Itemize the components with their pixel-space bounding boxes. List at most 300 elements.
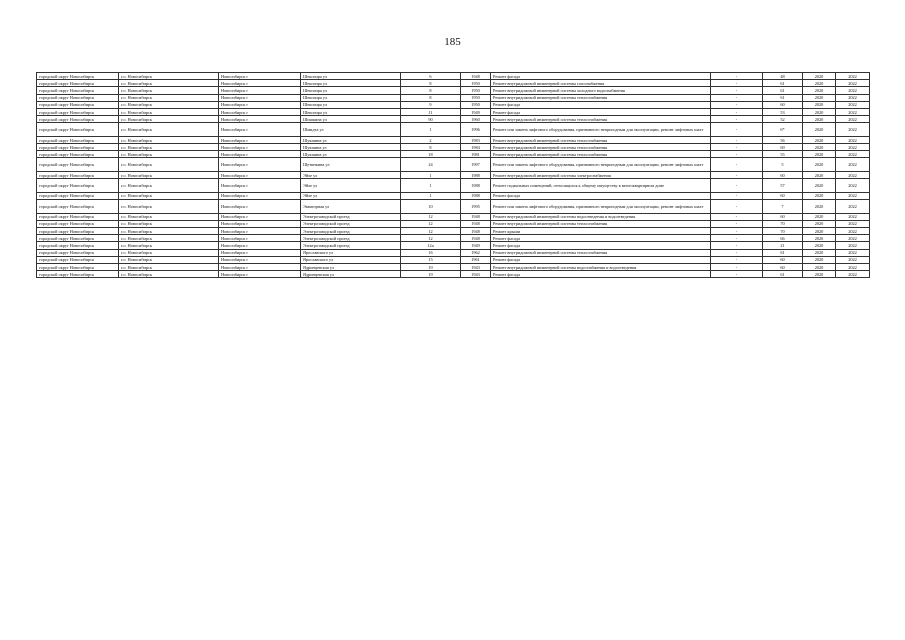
- table-row: [37, 256, 870, 263]
- table-row: [37, 228, 870, 235]
- table-row: [37, 242, 870, 249]
- street-cell: Ярославского ул: [301, 249, 401, 256]
- year-built-cell: 1984: [461, 144, 491, 151]
- municipality-cell: г.о. Новосибирск: [119, 73, 219, 80]
- end-year-cell: 2022: [836, 108, 870, 115]
- district-cell: городской округ Новосибирск: [37, 73, 119, 80]
- work-type-cell: Ремонт внутридомовой инженерной системы теплоснабжения: [491, 249, 711, 256]
- table-row: [37, 220, 870, 227]
- end-year-cell: 2022: [836, 256, 870, 263]
- work-type-cell: Ремонт подвальных помещений, относящихся к общему имуществу в многоквартирном доме: [491, 179, 711, 193]
- estimate-cell: 7: [763, 200, 803, 214]
- work-type-cell: Ремонт внутридомовой инженерной системы теплоснабжения: [491, 136, 711, 143]
- end-year-cell: 2022: [836, 73, 870, 80]
- dash-cell: -: [711, 249, 763, 256]
- year-built-cell: 1988: [461, 172, 491, 179]
- district-cell: городской округ Новосибирск: [37, 158, 119, 172]
- end-year-cell: 2022: [836, 220, 870, 227]
- start-year-cell: 2020: [803, 220, 836, 227]
- page-number: 185: [444, 36, 461, 48]
- year-built-cell: 1988: [461, 192, 491, 199]
- estimate-cell: 61: [763, 249, 803, 256]
- dash-cell: -: [711, 213, 763, 220]
- district-cell: городской округ Новосибирск: [37, 87, 119, 94]
- district-cell: городской округ Новосибирск: [37, 136, 119, 143]
- estimate-cell: 61: [763, 271, 803, 278]
- house-cell: 10: [401, 200, 461, 214]
- work-type-cell: Ремонт или замена лифтового оборудования, признанного непригодным для эксплуатации, ремонт лифтовых шахт: [491, 200, 711, 214]
- repair-schedule-table: [36, 72, 870, 278]
- end-year-cell: 2022: [836, 271, 870, 278]
- house-cell: 16: [401, 249, 461, 256]
- start-year-cell: 2020: [803, 256, 836, 263]
- municipality-cell: г.о. Новосибирск: [119, 228, 219, 235]
- house-cell: 1: [401, 172, 461, 179]
- dash-cell: -: [711, 144, 763, 151]
- district-cell: городской округ Новосибирск: [37, 256, 119, 263]
- house-cell: 9: [401, 101, 461, 108]
- start-year-cell: 2020: [803, 213, 836, 220]
- municipality-cell: г.о. Новосибирск: [119, 242, 219, 249]
- house-cell: 12: [401, 235, 461, 242]
- table-row: [37, 249, 870, 256]
- street-cell: Электрозаводской проезд: [301, 220, 401, 227]
- dash-cell: -: [711, 179, 763, 193]
- district-cell: городской округ Новосибирск: [37, 123, 119, 137]
- start-year-cell: 2020: [803, 235, 836, 242]
- table-row: [37, 200, 870, 214]
- district-cell: городской округ Новосибирск: [37, 179, 119, 193]
- municipality-cell: г.о. Новосибирск: [119, 94, 219, 101]
- municipality-cell: г.о. Новосибирск: [119, 235, 219, 242]
- year-built-cell: 1943: [461, 263, 491, 270]
- start-year-cell: 2020: [803, 172, 836, 179]
- year-built-cell: 1948: [461, 213, 491, 220]
- dash-cell: -: [711, 87, 763, 94]
- street-cell: Шекспира ул: [301, 94, 401, 101]
- start-year-cell: 2020: [803, 228, 836, 235]
- dash-cell: -: [711, 116, 763, 123]
- district-cell: городской округ Новосибирск: [37, 192, 119, 199]
- start-year-cell: 2020: [803, 271, 836, 278]
- work-type-cell: Ремонт фасада: [491, 73, 711, 80]
- house-cell: 6: [401, 73, 461, 80]
- house-cell: 11: [401, 108, 461, 115]
- work-type-cell: Ремонт фасада: [491, 242, 711, 249]
- year-built-cell: 1948: [461, 235, 491, 242]
- district-cell: городской округ Новосибирск: [37, 263, 119, 270]
- district-cell: городской округ Новосибирск: [37, 235, 119, 242]
- district-cell: городской округ Новосибирск: [37, 213, 119, 220]
- dash-cell: -: [711, 158, 763, 172]
- house-cell: 12: [401, 220, 461, 227]
- year-built-cell: 1950: [461, 80, 491, 87]
- start-year-cell: 2020: [803, 108, 836, 115]
- year-built-cell: 1962: [461, 249, 491, 256]
- year-built-cell: 1949: [461, 242, 491, 249]
- start-year-cell: 2020: [803, 144, 836, 151]
- district-cell: городской округ Новосибирск: [37, 249, 119, 256]
- municipality-cell: г.о. Новосибирск: [119, 101, 219, 108]
- table-row: [37, 235, 870, 242]
- city-cell: Новосибирск г: [219, 179, 301, 193]
- street-cell: Шукшина ул: [301, 136, 401, 143]
- dash-cell: -: [711, 192, 763, 199]
- estimate-cell: 6*: [763, 123, 803, 137]
- year-built-cell: 1948: [461, 228, 491, 235]
- house-cell: 24: [401, 158, 461, 172]
- estimate-cell: 48: [763, 73, 803, 80]
- estimate-cell: 56: [763, 136, 803, 143]
- start-year-cell: 2020: [803, 242, 836, 249]
- table-row: [37, 73, 870, 80]
- work-type-cell: Ремонт внутридомовой инженерной системы электроснабжения: [491, 172, 711, 179]
- estimate-cell: 61: [763, 80, 803, 87]
- dash-cell: -: [711, 123, 763, 137]
- start-year-cell: 2020: [803, 263, 836, 270]
- house-cell: 12: [401, 228, 461, 235]
- municipality-cell: г.о. Новосибирск: [119, 192, 219, 199]
- district-cell: городской округ Новосибирск: [37, 101, 119, 108]
- table-row: [37, 179, 870, 193]
- end-year-cell: 2022: [836, 200, 870, 214]
- work-type-cell: Ремонт фасада: [491, 101, 711, 108]
- street-cell: Шукшина ул: [301, 144, 401, 151]
- street-cell: Шишкина ул: [301, 116, 401, 123]
- city-cell: Новосибирск г: [219, 73, 301, 80]
- district-cell: городской округ Новосибирск: [37, 200, 119, 214]
- year-built-cell: 1995: [461, 200, 491, 214]
- city-cell: Новосибирск г: [219, 172, 301, 179]
- work-type-cell: Ремонт внутридомовой инженерной системы газоснабжения: [491, 80, 711, 87]
- start-year-cell: 2020: [803, 151, 836, 158]
- end-year-cell: 2022: [836, 136, 870, 143]
- house-cell: 18: [401, 151, 461, 158]
- dash-cell: -: [711, 94, 763, 101]
- city-cell: Новосибирск г: [219, 108, 301, 115]
- street-cell: Электрозаводской проезд: [301, 228, 401, 235]
- table-row: [37, 263, 870, 270]
- table-row: [37, 108, 870, 115]
- dash-cell: -: [711, 242, 763, 249]
- estimate-cell: 60: [763, 256, 803, 263]
- work-type-cell: Ремонт фасада: [491, 235, 711, 242]
- city-cell: Новосибирск г: [219, 192, 301, 199]
- district-cell: городской округ Новосибирск: [37, 271, 119, 278]
- end-year-cell: 2022: [836, 87, 870, 94]
- municipality-cell: г.о. Новосибирск: [119, 249, 219, 256]
- house-cell: 90: [401, 116, 461, 123]
- municipality-cell: г.о. Новосибирск: [119, 87, 219, 94]
- year-built-cell: 1960: [461, 116, 491, 123]
- start-year-cell: 2020: [803, 87, 836, 94]
- district-cell: городской округ Новосибирск: [37, 116, 119, 123]
- year-built-cell: 1949: [461, 108, 491, 115]
- district-cell: городской округ Новосибирск: [37, 242, 119, 249]
- street-cell: Шекспира ул: [301, 87, 401, 94]
- city-cell: Новосибирск г: [219, 144, 301, 151]
- district-cell: городской округ Новосибирск: [37, 144, 119, 151]
- municipality-cell: г.о. Новосибирск: [119, 123, 219, 137]
- street-cell: Эйхе ул: [301, 179, 401, 193]
- start-year-cell: 2020: [803, 136, 836, 143]
- municipality-cell: г.о. Новосибирск: [119, 144, 219, 151]
- dash-cell: -: [711, 200, 763, 214]
- table-row: [37, 116, 870, 123]
- estimate-cell: 66: [763, 235, 803, 242]
- municipality-cell: г.о. Новосибирск: [119, 158, 219, 172]
- house-cell: 15: [401, 256, 461, 263]
- table-row: [37, 158, 870, 172]
- estimate-cell: 55: [763, 151, 803, 158]
- end-year-cell: 2022: [836, 249, 870, 256]
- estimate-cell: 5: [763, 158, 803, 172]
- end-year-cell: 2022: [836, 179, 870, 193]
- year-built-cell: 1997: [461, 158, 491, 172]
- city-cell: Новосибирск г: [219, 116, 301, 123]
- city-cell: Новосибирск г: [219, 200, 301, 214]
- end-year-cell: 2022: [836, 228, 870, 235]
- start-year-cell: 2020: [803, 158, 836, 172]
- year-built-cell: 1948: [461, 73, 491, 80]
- table-row: [37, 136, 870, 143]
- year-built-cell: 1950: [461, 94, 491, 101]
- end-year-cell: 2022: [836, 101, 870, 108]
- city-cell: Новосибирск г: [219, 271, 301, 278]
- year-built-cell: 1950: [461, 87, 491, 94]
- year-built-cell: 1988: [461, 179, 491, 193]
- municipality-cell: г.о. Новосибирск: [119, 213, 219, 220]
- city-cell: Новосибирск г: [219, 136, 301, 143]
- municipality-cell: г.о. Новосибирск: [119, 151, 219, 158]
- work-type-cell: Ремонт или замена лифтового оборудования, признанного непригодным для эксплуатации, ремонт лифтовых шахт: [491, 158, 711, 172]
- dash-cell: -: [711, 228, 763, 235]
- end-year-cell: 2022: [836, 263, 870, 270]
- street-cell: Шекспира ул: [301, 108, 401, 115]
- house-cell: 8: [401, 80, 461, 87]
- year-built-cell: 1950: [461, 101, 491, 108]
- work-type-cell: Ремонт внутридомовой инженерной системы теплоснабжения: [491, 94, 711, 101]
- city-cell: Новосибирск г: [219, 242, 301, 249]
- year-built-cell: 1983: [461, 136, 491, 143]
- table-row: [37, 172, 870, 179]
- dash-cell: -: [711, 136, 763, 143]
- start-year-cell: 2020: [803, 123, 836, 137]
- table-row: [37, 87, 870, 94]
- house-cell: 19: [401, 271, 461, 278]
- estimate-cell: 60: [763, 192, 803, 199]
- district-cell: городской округ Новосибирск: [37, 151, 119, 158]
- dash-cell: -: [711, 263, 763, 270]
- end-year-cell: 2022: [836, 94, 870, 101]
- estimate-cell: 70: [763, 228, 803, 235]
- house-cell: 19: [401, 263, 461, 270]
- district-cell: городской округ Новосибирск: [37, 220, 119, 227]
- street-cell: Шекспира ул: [301, 80, 401, 87]
- year-built-cell: 1996: [461, 123, 491, 137]
- start-year-cell: 2020: [803, 101, 836, 108]
- end-year-cell: 2022: [836, 158, 870, 172]
- city-cell: Новосибирск г: [219, 235, 301, 242]
- year-built-cell: 1943: [461, 271, 491, 278]
- city-cell: Новосибирск г: [219, 220, 301, 227]
- dash-cell: -: [711, 101, 763, 108]
- estimate-cell: 60: [763, 213, 803, 220]
- house-cell: 12а: [401, 242, 461, 249]
- municipality-cell: г.о. Новосибирск: [119, 200, 219, 214]
- work-type-cell: Ремонт фасада: [491, 256, 711, 263]
- start-year-cell: 2020: [803, 116, 836, 123]
- work-type-cell: Ремонт внутридомовой инженерной системы теплоснабжения: [491, 144, 711, 151]
- year-built-cell: 1961: [461, 256, 491, 263]
- estimate-cell: 57: [763, 179, 803, 193]
- street-cell: Ядринцевская ул: [301, 263, 401, 270]
- dash-cell: -: [711, 151, 763, 158]
- city-cell: Новосибирск г: [219, 80, 301, 87]
- start-year-cell: 2020: [803, 80, 836, 87]
- estimate-cell: 60: [763, 101, 803, 108]
- table-row: [37, 144, 870, 151]
- street-cell: Шекспира ул: [301, 73, 401, 80]
- dash-cell: -: [711, 73, 763, 80]
- street-cell: Электрозаводской проезд: [301, 235, 401, 242]
- end-year-cell: 2022: [836, 116, 870, 123]
- street-cell: Щетинкина ул: [301, 158, 401, 172]
- street-cell: Шукшина ул: [301, 151, 401, 158]
- work-type-cell: Ремонт внутридомовой инженерной системы водоснабжения и водоотведения: [491, 263, 711, 270]
- street-cell: Эйхе ул: [301, 172, 401, 179]
- district-cell: городской округ Новосибирск: [37, 228, 119, 235]
- estimate-cell: 52: [763, 116, 803, 123]
- start-year-cell: 2020: [803, 200, 836, 214]
- end-year-cell: 2022: [836, 192, 870, 199]
- dash-cell: -: [711, 220, 763, 227]
- table-row: [37, 271, 870, 278]
- street-cell: Экваторная ул: [301, 200, 401, 214]
- district-cell: городской округ Новосибирск: [37, 80, 119, 87]
- municipality-cell: г.о. Новосибирск: [119, 256, 219, 263]
- dash-cell: -: [711, 172, 763, 179]
- table-body: [37, 73, 870, 278]
- municipality-cell: г.о. Новосибирск: [119, 136, 219, 143]
- city-cell: Новосибирск г: [219, 263, 301, 270]
- house-cell: 8: [401, 94, 461, 101]
- start-year-cell: 2020: [803, 249, 836, 256]
- municipality-cell: г.о. Новосибирск: [119, 116, 219, 123]
- work-type-cell: Ремонт внутридомовой инженерной системы теплоснабжения: [491, 116, 711, 123]
- street-cell: Электрозаводской проезд: [301, 213, 401, 220]
- house-cell: 1: [401, 192, 461, 199]
- table-row: [37, 94, 870, 101]
- dash-cell: -: [711, 80, 763, 87]
- street-cell: Ярославского ул: [301, 256, 401, 263]
- street-cell: Эйхе ул: [301, 192, 401, 199]
- municipality-cell: г.о. Новосибирск: [119, 179, 219, 193]
- municipality-cell: г.о. Новосибирск: [119, 108, 219, 115]
- estimate-cell: 70: [763, 220, 803, 227]
- district-cell: городской округ Новосибирск: [37, 94, 119, 101]
- table-row: [37, 80, 870, 87]
- year-built-cell: 1981: [461, 151, 491, 158]
- end-year-cell: 2022: [836, 242, 870, 249]
- work-type-cell: Ремонт внутридомовой инженерной системы водоотведения и водоотведения: [491, 213, 711, 220]
- table-row: [37, 213, 870, 220]
- year-built-cell: 1948: [461, 220, 491, 227]
- city-cell: Новосибирск г: [219, 228, 301, 235]
- start-year-cell: 2020: [803, 94, 836, 101]
- work-type-cell: Ремонт внутридомовой инженерной системы холодного водоснабжения: [491, 87, 711, 94]
- work-type-cell: Ремонт фасада: [491, 108, 711, 115]
- estimate-cell: 60: [763, 263, 803, 270]
- city-cell: Новосибирск г: [219, 101, 301, 108]
- house-cell: 2: [401, 136, 461, 143]
- work-type-cell: Ремонт внутридомовой инженерной системы теплоснабжения: [491, 220, 711, 227]
- city-cell: Новосибирск г: [219, 256, 301, 263]
- city-cell: Новосибирск г: [219, 249, 301, 256]
- end-year-cell: 2022: [836, 123, 870, 137]
- district-cell: городской округ Новосибирск: [37, 172, 119, 179]
- municipality-cell: г.о. Новосибирск: [119, 80, 219, 87]
- dash-cell: -: [711, 235, 763, 242]
- start-year-cell: 2020: [803, 192, 836, 199]
- street-cell: Шекспира ул: [301, 101, 401, 108]
- work-type-cell: Ремонт внутридомовой инженерной системы теплоснабжения: [491, 151, 711, 158]
- estimate-cell: 53: [763, 108, 803, 115]
- municipality-cell: г.о. Новосибирск: [119, 172, 219, 179]
- table-row: [37, 192, 870, 199]
- table-row: [37, 101, 870, 108]
- house-cell: 12: [401, 213, 461, 220]
- street-cell: Электрозаводской проезд: [301, 242, 401, 249]
- municipality-cell: г.о. Новосибирск: [119, 271, 219, 278]
- municipality-cell: г.о. Новосибирск: [119, 263, 219, 270]
- dash-cell: -: [711, 108, 763, 115]
- city-cell: Новосибирск г: [219, 158, 301, 172]
- estimate-cell: 60: [763, 172, 803, 179]
- table-row: [37, 151, 870, 158]
- end-year-cell: 2022: [836, 235, 870, 242]
- end-year-cell: 2022: [836, 172, 870, 179]
- city-cell: Новосибирск г: [219, 123, 301, 137]
- end-year-cell: 2022: [836, 80, 870, 87]
- city-cell: Новосибирск г: [219, 94, 301, 101]
- table-row: [37, 123, 870, 137]
- estimate-cell: 61: [763, 94, 803, 101]
- city-cell: Новосибирск г: [219, 87, 301, 94]
- end-year-cell: 2022: [836, 151, 870, 158]
- city-cell: Новосибирск г: [219, 151, 301, 158]
- end-year-cell: 2022: [836, 213, 870, 220]
- work-type-cell: Ремонт крыши: [491, 228, 711, 235]
- start-year-cell: 2020: [803, 179, 836, 193]
- estimate-cell: 61: [763, 87, 803, 94]
- work-type-cell: Ремонт фасада: [491, 192, 711, 199]
- end-year-cell: 2022: [836, 144, 870, 151]
- house-cell: 8: [401, 144, 461, 151]
- house-cell: 8: [401, 87, 461, 94]
- estimate-cell: 21: [763, 242, 803, 249]
- street-cell: Шмидта ул: [301, 123, 401, 137]
- municipality-cell: г.о. Новосибирск: [119, 220, 219, 227]
- work-type-cell: Ремонт или замена лифтового оборудования, признанного непригодным для эксплуатации, ремонт лифтовых шахт: [491, 123, 711, 137]
- estimate-cell: 69: [763, 144, 803, 151]
- street-cell: Ядринцевская ул: [301, 271, 401, 278]
- district-cell: городской округ Новосибирск: [37, 108, 119, 115]
- start-year-cell: 2020: [803, 73, 836, 80]
- house-cell: 1: [401, 123, 461, 137]
- city-cell: Новосибирск г: [219, 213, 301, 220]
- dash-cell: -: [711, 271, 763, 278]
